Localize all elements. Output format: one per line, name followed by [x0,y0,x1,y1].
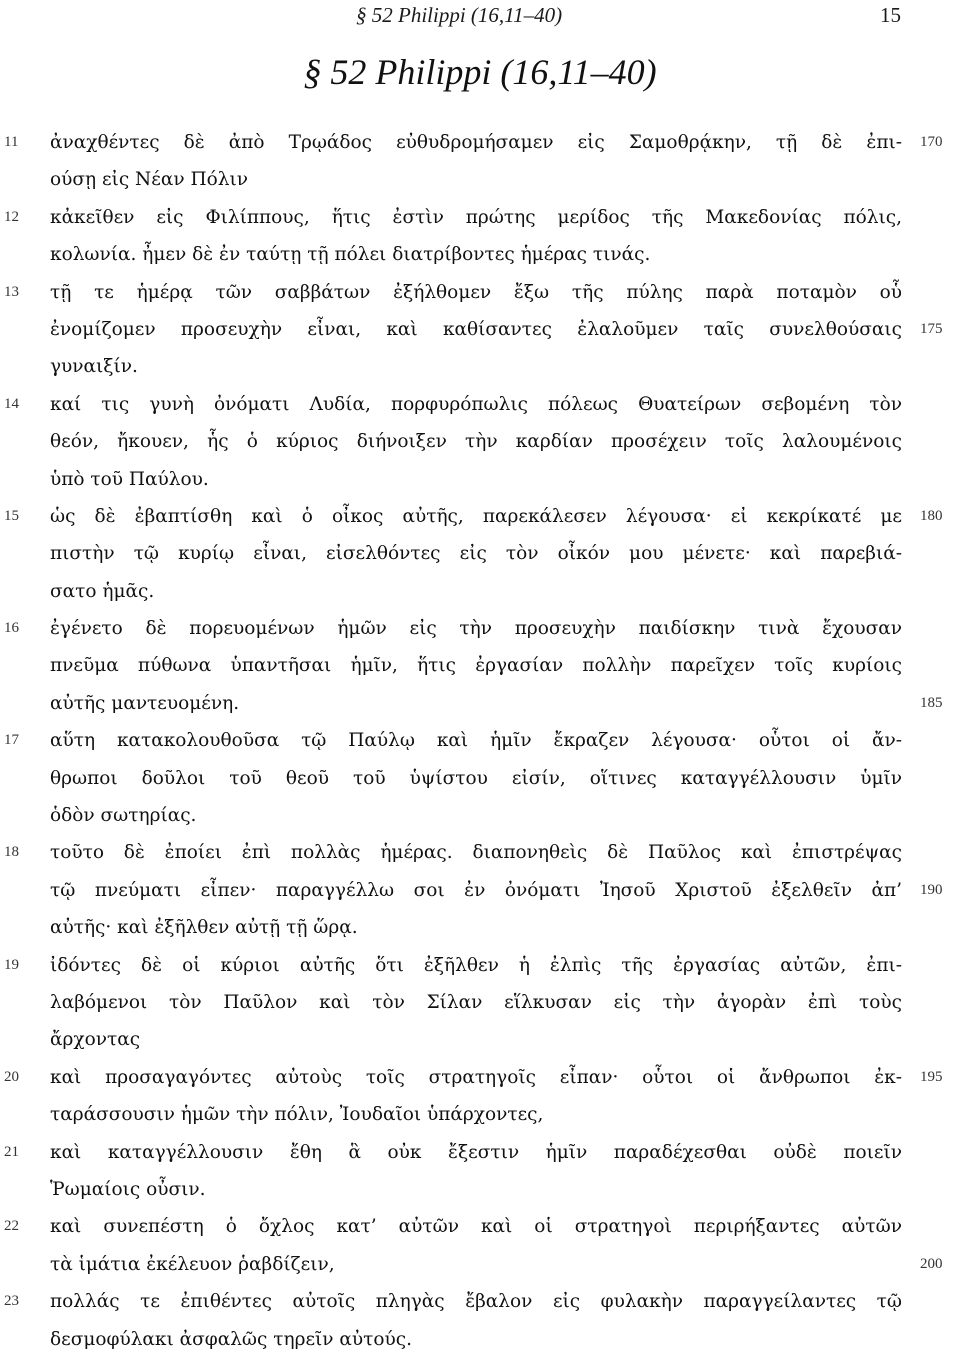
section-heading: § 52 Philippi (16,11–40) [303,52,657,92]
running-title: § 52 Philippi (16,11–40) [356,3,563,27]
text-line [0,1096,960,1133]
text-line [0,685,960,722]
line-text: λαβόμενοι τὸν Παῦλον καὶ τὸν Σίλαν εἵλκυσαν εἰς τὴν ἀγορὰν ἐπὶ τοὺς [50,991,902,1013]
line-text: ταράσσουσιν ἡμῶν τὴν πόλιν, Ἰουδαῖοι ὑπάρχοντες, [50,1104,544,1126]
line-number: 170 [920,134,943,150]
verse-number: 12 [4,208,19,225]
text-line [0,423,960,460]
text-line [0,161,960,198]
line-text: δεσμοφύλακι ἀσφαλῶς τηρεῖν αὐτούς. [50,1328,413,1350]
text-line [0,1208,960,1245]
verse-number: 22 [4,1218,19,1235]
line-text: καὶ προσαγαγόντες αὐτοὺς τοῖς στρατηγοῖς εἶπαν· οὗτοι οἱ ἄνθρωποι ἐκ- [50,1066,902,1088]
line-text: ἀναχθέντες δὲ ἀπὸ Τρῳάδος εὐθυδρομήσαμεν εἰς Σαμοθρᾴκην, τῇ δὲ ἐπι- [50,132,902,153]
verse-number: 13 [4,283,19,300]
text-line [0,1246,960,1283]
line-text: ὑπὸ τοῦ Παύλου. [50,468,209,490]
text-line [0,535,960,572]
text-line [0,199,960,236]
text-line [0,1134,960,1171]
line-text: πνεῦμα πύθωνα ὑπαντῆσαι ἡμῖν, ἥτις ἐργασίαν πολλὴν παρεῖχεν τοῖς κυρίοις [50,655,902,677]
verse-number: 20 [4,1068,19,1085]
text-line [0,1321,960,1358]
verse-number: 19 [4,956,19,973]
text-line [0,647,960,684]
line-text: πολλάς τε ἐπιθέντες αὐτοῖς πληγὰς ἔβαλον εἰς φυλακὴν παραγγείλαντες τῷ [50,1291,902,1313]
line-text: ούσῃ εἰς Νέαν Πόλιν [50,169,248,191]
line-number: 190 [920,881,943,898]
text-line [0,274,960,311]
verse-number: 14 [4,395,19,412]
line-text: τῷ πνεύματι εἶπεν· παραγγέλλω σοι ἐν ὀνόματι Ἰησοῦ Χριστοῦ ἐξελθεῖν ἀπ’ [50,879,902,901]
line-text: ἐγένετο δὲ πορευομένων ἡμῶν εἰς τὴν προσευχὴν παιδίσκην τινὰ ἔχουσαν [50,618,902,640]
text-line [0,1171,960,1208]
line-number: 185 [920,694,943,711]
text-line [0,498,960,535]
line-text: αὐτῆς μαντευομένη. [50,692,240,714]
verse-number: 23 [4,1293,19,1310]
page-number: 15 [880,3,901,27]
line-text: ὡς δὲ ἐβαπτίσθη καὶ ὁ οἶκος αὐτῆς, παρεκάλεσεν λέγουσα· εἰ κεκρίκατέ με [50,505,902,527]
text-line [0,236,960,273]
text-line [0,1059,960,1096]
text-line [0,947,960,984]
line-number: 195 [920,1068,943,1085]
line-text: κολωνία. ἦμεν δὲ ἐν ταύτῃ τῇ πόλει διατρίβοντες ἡμέρας τινάς. [50,244,651,266]
text-line [0,386,960,423]
text-line [0,124,960,161]
text-line [0,1283,960,1320]
line-text: αὕτη κατακολουθοῦσα τῷ Παύλῳ καὶ ἡμῖν ἔκραζεν λέγουσα· οὗτοι οἱ ἄν- [50,730,902,752]
text-line [0,311,960,348]
line-text: αὐτῆς· καὶ ἐξῆλθεν αὐτῇ τῇ ὥρᾳ. [50,917,358,939]
line-text: τοῦτο δὲ ἐποίει ἐπὶ πολλὰς ἡμέρας. διαπονηθεὶς δὲ Παῦλος καὶ ἐπιστρέψας [50,842,902,864]
line-text: θεόν, ἤκουεν, ἧς ὁ κύριος διήνοιξεν τὴν καρδίαν προσέχειν τοῖς λαλουμένοις [50,431,902,453]
line-text: ἄρχοντας [50,1029,141,1051]
text-line [0,1021,960,1058]
line-text: ὁδὸν σωτηρίας. [50,805,197,827]
text-line [0,834,960,871]
text-line [0,872,960,909]
verse-number: 15 [4,507,19,524]
text-line [0,461,960,498]
verse-number: 18 [4,844,19,861]
verse-number: 21 [4,1143,19,1160]
text-line [0,722,960,759]
line-text: σατο ἡμᾶς. [50,580,155,602]
verse-text-block [0,124,960,1358]
verse-number: 17 [4,732,19,749]
line-number: 175 [920,320,943,337]
line-text: τῇ τε ἡμέρᾳ τῶν σαββάτων ἐξήλθομεν ἔξω τῆς πύλης παρὰ ποταμὸν οὗ [50,281,902,303]
line-number: 200 [920,1255,943,1272]
line-text: θρωποι δοῦλοι τοῦ θεοῦ τοῦ ὑψίστου εἰσίν, οἵτινες καταγγέλλουσιν ὑμῖν [50,767,902,789]
text-line [0,909,960,946]
line-text: καὶ καταγγέλλουσιν ἔθη ἃ οὐκ ἔξεστιν ἡμῖν παραδέχεσθαι οὐδὲ ποιεῖν [50,1141,902,1163]
line-text: ἰδόντες δὲ οἱ κύριοι αὐτῆς ὅτι ἐξῆλθεν ἡ ἐλπὶς τῆς ἐργασίας αὐτῶν, ἐπι- [50,954,902,976]
line-text: καί τις γυνὴ ὀνόματι Λυδία, πορφυρόπωλις πόλεως Θυατείρων σεβομένη τὸν [50,393,902,415]
line-text: γυναιξίν. [50,356,138,378]
verse-number: 16 [4,620,19,637]
text-line [0,984,960,1021]
text-line [0,610,960,647]
line-text: Ῥωμαίοις οὖσιν. [50,1178,206,1200]
verse-number: 11 [4,134,19,150]
text-line [0,797,960,834]
line-text: καὶ συνεπέστη ὁ ὄχλος κατ’ αὐτῶν καὶ οἱ στρατηγοὶ περιρήξαντες αὐτῶν [50,1216,902,1238]
text-line [0,760,960,797]
text-line [0,573,960,610]
line-text: ἐνομίζομεν προσευχὴν εἶναι, καὶ καθίσαντες ἐλαλοῦμεν ταῖς συνελθούσαις [50,318,902,340]
line-number: 180 [920,507,943,524]
line-text: κἀκεῖθεν εἰς Φιλίππους, ἥτις ἐστὶν πρώτης μερίδος τῆς Μακεδονίας πόλις, [50,206,902,228]
running-header [0,2,960,30]
text-line [0,348,960,385]
line-text: πιστὴν τῷ κυρίῳ εἶναι, εἰσελθόντες εἰς τὸν οἶκόν μου μένετε· καὶ παρεβιά- [50,543,902,565]
line-text: τὰ ἱμάτια ἐκέλευον ῥαβδίζειν, [50,1253,335,1275]
